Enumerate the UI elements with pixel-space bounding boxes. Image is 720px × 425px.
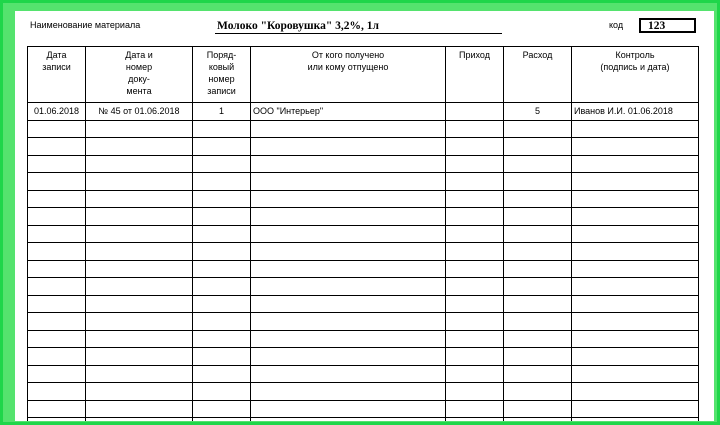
counterparty-cell <box>251 278 446 296</box>
control-cell <box>572 260 699 278</box>
receipt-cell <box>446 278 504 296</box>
entry-number-cell <box>193 348 251 366</box>
document-cell <box>86 278 193 296</box>
entry-date-cell <box>28 155 86 173</box>
col-header-counterparty: От кого получено или кому отпущено <box>251 47 446 103</box>
document-cell <box>86 383 193 401</box>
document-cell <box>86 120 193 138</box>
expense-cell <box>504 208 572 226</box>
col-header-entry-number: Поряд- ковый номер записи <box>193 47 251 103</box>
expense-cell: 5 <box>504 103 572 121</box>
expense-cell <box>504 418 572 422</box>
counterparty-cell <box>251 418 446 422</box>
receipt-cell <box>446 208 504 226</box>
counterparty-cell <box>251 173 446 191</box>
table-row <box>28 365 699 383</box>
counterparty-cell <box>251 138 446 156</box>
table-row <box>28 120 699 138</box>
table-row <box>28 155 699 173</box>
entry-date-cell <box>28 243 86 261</box>
col-header-receipt: Приход <box>446 47 504 103</box>
document-cell <box>86 243 193 261</box>
expense-cell <box>504 260 572 278</box>
entry-date-cell <box>28 418 86 422</box>
counterparty-cell: ООО "Интерьер" <box>251 103 446 121</box>
expense-cell <box>504 383 572 401</box>
expense-cell <box>504 120 572 138</box>
control-cell <box>572 138 699 156</box>
expense-cell <box>504 243 572 261</box>
counterparty-cell <box>251 383 446 401</box>
document-cell <box>86 208 193 226</box>
control-cell <box>572 208 699 226</box>
document-cell <box>86 348 193 366</box>
receipt-cell <box>446 173 504 191</box>
table-row <box>28 278 699 296</box>
document-cell <box>86 295 193 313</box>
table-row <box>28 173 699 191</box>
document-cell <box>86 225 193 243</box>
entry-date-cell <box>28 313 86 331</box>
expense-cell <box>504 365 572 383</box>
counterparty-cell <box>251 155 446 173</box>
entry-date-cell <box>28 278 86 296</box>
control-cell <box>572 313 699 331</box>
document-cell <box>86 330 193 348</box>
control-cell <box>572 243 699 261</box>
document-cell <box>86 260 193 278</box>
expense-cell <box>504 138 572 156</box>
entry-number-cell <box>193 295 251 313</box>
entry-number-cell <box>193 155 251 173</box>
control-cell <box>572 225 699 243</box>
expense-cell <box>504 295 572 313</box>
entry-date-cell <box>28 348 86 366</box>
entry-date-cell <box>28 173 86 191</box>
entry-number-cell <box>193 243 251 261</box>
expense-cell <box>504 313 572 331</box>
expense-cell <box>504 348 572 366</box>
entry-date-cell <box>28 295 86 313</box>
counterparty-cell <box>251 260 446 278</box>
control-cell <box>572 400 699 418</box>
table-row <box>28 138 699 156</box>
document-cell <box>86 138 193 156</box>
document-cell <box>86 400 193 418</box>
receipt-cell <box>446 260 504 278</box>
entry-date-cell: 01.06.2018 <box>28 103 86 121</box>
entry-number-cell: 1 <box>193 103 251 121</box>
control-cell: Иванов И.И. 01.06.2018 <box>572 103 699 121</box>
entry-number-cell <box>193 260 251 278</box>
code-label: код <box>609 20 624 30</box>
counterparty-cell <box>251 330 446 348</box>
counterparty-cell <box>251 295 446 313</box>
receipt-cell <box>446 418 504 422</box>
receipt-cell <box>446 365 504 383</box>
table-row <box>28 243 699 261</box>
control-cell <box>572 348 699 366</box>
expense-cell <box>504 278 572 296</box>
table-body <box>28 103 699 422</box>
entry-date-cell <box>28 330 86 348</box>
entry-number-cell <box>193 330 251 348</box>
entry-date-cell <box>28 208 86 226</box>
receipt-cell <box>446 138 504 156</box>
expense-cell <box>504 225 572 243</box>
green-border-frame <box>3 3 717 422</box>
entry-date-cell <box>28 190 86 208</box>
entry-number-cell <box>193 365 251 383</box>
table-header <box>28 47 699 103</box>
counterparty-cell <box>251 400 446 418</box>
receipt-cell <box>446 120 504 138</box>
entry-number-cell <box>193 190 251 208</box>
counterparty-cell <box>251 120 446 138</box>
counterparty-cell <box>251 190 446 208</box>
table-row <box>28 383 699 401</box>
counterparty-cell <box>251 313 446 331</box>
control-cell <box>572 383 699 401</box>
entry-number-cell <box>193 120 251 138</box>
counterparty-cell <box>251 365 446 383</box>
receipt-cell <box>446 155 504 173</box>
entry-date-cell <box>28 260 86 278</box>
control-cell <box>572 365 699 383</box>
entry-number-cell <box>193 278 251 296</box>
counterparty-cell <box>251 243 446 261</box>
receipt-cell <box>446 313 504 331</box>
receipt-cell <box>446 243 504 261</box>
control-cell <box>572 418 699 422</box>
expense-cell <box>504 190 572 208</box>
document-cell <box>86 313 193 331</box>
col-header-expense: Расход <box>504 47 572 103</box>
control-cell <box>572 173 699 191</box>
table-row <box>28 225 699 243</box>
stock-card-table <box>27 46 699 421</box>
document-cell <box>86 190 193 208</box>
entry-date-cell <box>28 120 86 138</box>
table-row <box>28 208 699 226</box>
control-cell <box>572 155 699 173</box>
receipt-cell <box>446 295 504 313</box>
document-cell <box>86 418 193 422</box>
col-header-control: Контроль (подпись и дата) <box>572 47 699 103</box>
entry-number-cell <box>193 400 251 418</box>
document-cell <box>86 173 193 191</box>
entry-number-cell <box>193 138 251 156</box>
entry-number-cell <box>193 313 251 331</box>
document-cell <box>86 365 193 383</box>
counterparty-cell <box>251 225 446 243</box>
entry-date-cell <box>28 365 86 383</box>
receipt-cell <box>446 348 504 366</box>
table-row <box>28 330 699 348</box>
table-row <box>28 190 699 208</box>
expense-cell <box>504 155 572 173</box>
expense-cell <box>504 400 572 418</box>
entry-number-cell <box>193 173 251 191</box>
receipt-cell <box>446 225 504 243</box>
receipt-cell <box>446 103 504 121</box>
control-cell <box>572 295 699 313</box>
entry-date-cell <box>28 225 86 243</box>
material-name-value: Молоко "Коровушка" 3,2%, 1л <box>217 20 379 32</box>
entry-date-cell <box>28 138 86 156</box>
material-name-label: Наименование материала <box>30 20 141 30</box>
document-cell <box>86 155 193 173</box>
col-header-document: Дата и номер доку- мента <box>86 47 193 103</box>
entry-date-cell <box>28 400 86 418</box>
expense-cell <box>504 173 572 191</box>
table-row <box>28 313 699 331</box>
material-name-underline <box>215 33 502 34</box>
material-card-document <box>15 11 714 421</box>
entry-number-cell <box>193 208 251 226</box>
table-row <box>28 295 699 313</box>
control-cell <box>572 278 699 296</box>
receipt-cell <box>446 330 504 348</box>
table-row <box>28 418 699 422</box>
entry-number-cell <box>193 418 251 422</box>
entry-date-cell <box>28 383 86 401</box>
receipt-cell <box>446 383 504 401</box>
control-cell <box>572 330 699 348</box>
table-row <box>28 348 699 366</box>
table-row <box>28 260 699 278</box>
col-header-entry-date: Дата записи <box>28 47 86 103</box>
counterparty-cell <box>251 348 446 366</box>
table-row <box>28 400 699 418</box>
document-cell: № 45 от 01.06.2018 <box>86 103 193 121</box>
code-value-box: 123 <box>639 18 696 33</box>
entry-number-cell <box>193 383 251 401</box>
counterparty-cell <box>251 208 446 226</box>
expense-cell <box>504 330 572 348</box>
receipt-cell <box>446 190 504 208</box>
entry-number-cell <box>193 225 251 243</box>
control-cell <box>572 190 699 208</box>
table-row <box>28 103 699 121</box>
control-cell <box>572 120 699 138</box>
receipt-cell <box>446 400 504 418</box>
